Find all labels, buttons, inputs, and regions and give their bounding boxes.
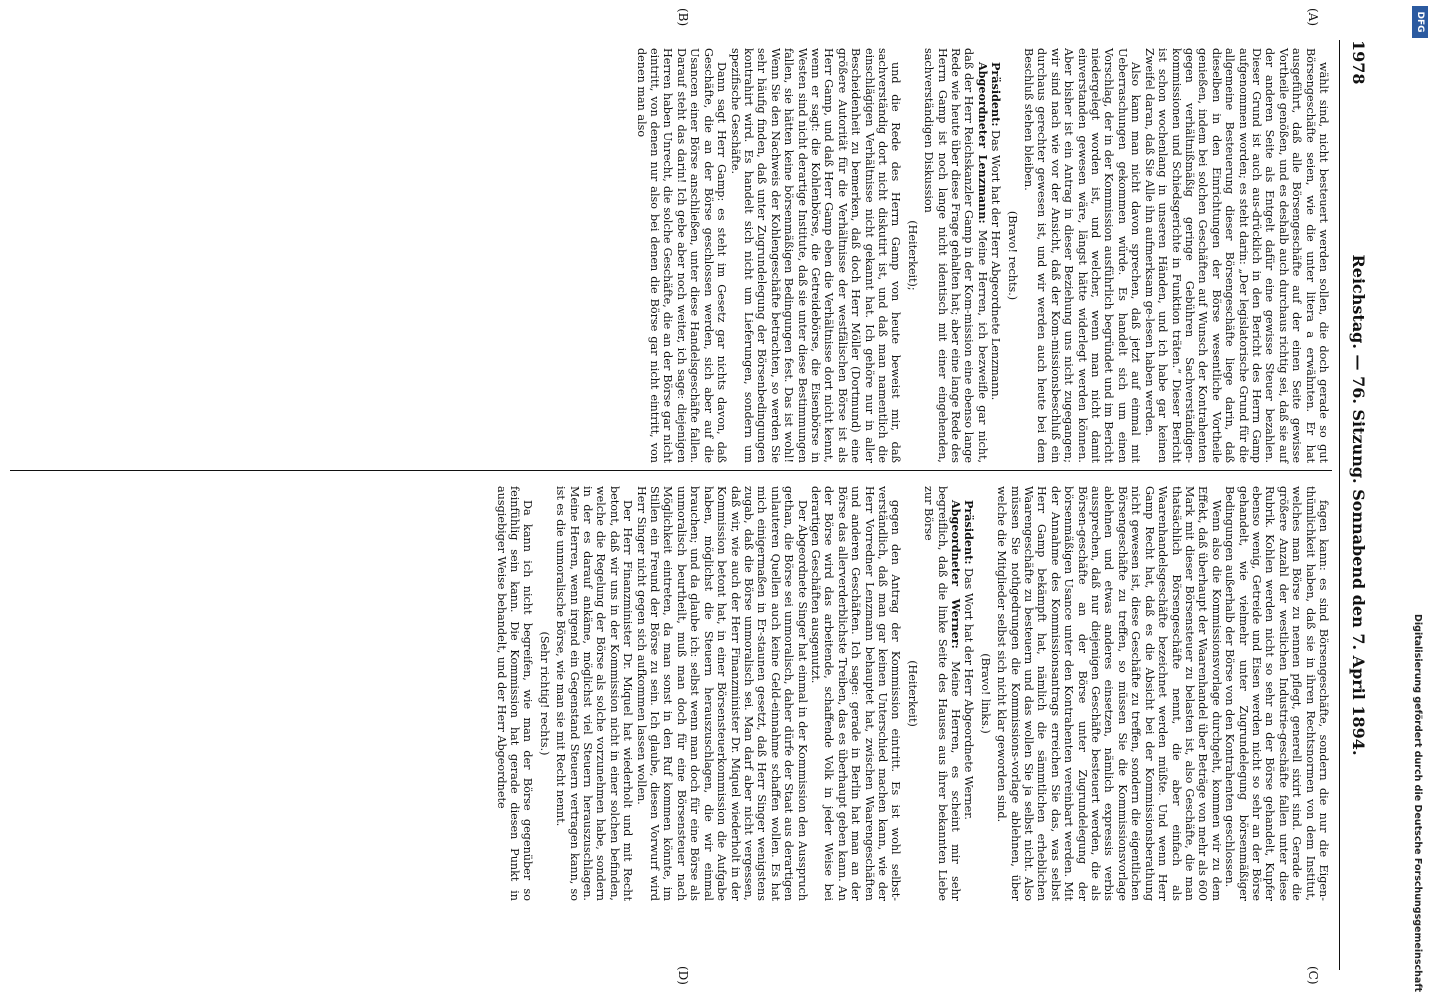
margin-marker-a: (A) (1306, 8, 1320, 27)
header-rule (1339, 40, 1340, 970)
margin-marker-b: (B) (676, 8, 690, 27)
interjection: (Bravo! rechts.) (1005, 210, 1019, 301)
speaker-label: Präsident: (962, 500, 977, 565)
paragraph: gegen den Antrag der Kommission eintritt. Es ist wohl selbst-verständlich, daß man gar keinen Unterschied machen kann, wie der Herr Vorredner Lenzmann behauptet hat, zwischen Waarengeschäften und anderen Geschäften. Ich sage: gerade in Berlin hat man an der Börse das allerverderblichste Treiben, das es überhaupt geben kann. An der Börse wird das arbeitende, schaffende Volk in jeder Weise bei derartigen Geschäften ausgenutzt. (808, 486, 903, 901)
margin-marker-d: (D) (676, 966, 690, 985)
speaker-line (922, 486, 962, 901)
paragraph: Da kann ich nicht begreifen, wie man der Börse gegenüber so feinfühlig sein kann. Die Kommission hat gerade diesen Punkt in ausgiebiger Weise behandelt, und der Herr Abgeordnete (494, 486, 535, 901)
page-title: Reichstag. — 76. Sitzung. Sonnabend den 7. April 1894. (1349, 254, 1368, 756)
paragraph: und die Rede des Herrn Gamp von heute beweist mir, daß sachverständig dort nicht diskutirt ist, und daß man namentlich die einschlägigen Verhältnisse nicht gekannt hat. Ich gehöre nur in aller Bescheidenheit zu bemerken, daß doch Herr Möller (Dortmund) eine größere Autorität für die Verhältnisse der westfälischen Börse ist als Herr Gamp, und daß Herr Gamp eben die Verhältnisse dort nicht kennt, wenn er sagt: die Kohlenbörse, die Getreidebörse, die Eisenbörse in Westen sind nicht derartige Institute, daß sie unter diese Bestimmungen fallen, sie hätten keine börsenmäßigen Bedingungen fest. Das ist wohl! Wenn Sie den Nachweis der Kohlengeschäfte betrachten, so werden Sie sehr häufig finden, daß unter Zugrundelegung der Börsenbedingungen kontrahirt wird. Es handelt sich nicht um Lieferungen, sondern um spezifische Geschäfte. (728, 48, 903, 463)
paragraph: Meine Herren, es scheint mir sehr begreiflich, daß die linke Seite des Hauses aus ihrer bekannten Liebe zur Börse (922, 486, 963, 901)
digitization-credit (1404, 0, 1432, 1000)
right-column (494, 486, 1330, 901)
interjection: (Heiterkeit) (905, 660, 919, 727)
paragraph: fagen kann: es sind Börsengeschäfte, sondern die nur die Eigen-thümlichkeit haben, daß sie in ihren Rechtsnormen von dem Institut, welches man Börse zu nennen pflegt, generell sixirt sind. Gerade die größere Anzahl der westlichen Industrie-geschäfte fallen unter diese Rubrik. Kohlen werden nicht so sehr an der Börse gehandelt, Kupfer ebenso wenig, Getreide und Eisen werden nicht so sehr an der Börse gehandelt, wie vielmehr unter Zugrundelegung börsenmäßiger Bedingungen außerhalb der Börse von den Kontrahenten geschlossen. (1223, 486, 1330, 901)
interjection: (Heiterkeit); (905, 220, 919, 291)
president-text: Das Wort hat der Herr Abgeordnete Werner. (962, 568, 976, 820)
margin-marker-c: (C) (1306, 966, 1320, 985)
paragraph: Meine Herren, ich bezweifle gar nicht, daß der Herr Reichskanzler Gamp in der Kom-mission eine ebenso lange Rede wie heute über diese Frage gehalten hat; aber eine lange Rede des Herrn Gamp ist noch lange nicht identisch mit einer eingehenden, sachverständigen Diskussion (922, 48, 989, 463)
page-number: 1978 (1349, 40, 1368, 85)
logo-text: DFG (1415, 11, 1425, 33)
paragraph: Also kann man nicht davon sprechen, daß jetzt auf einmal mit Ueberraschungen gekommen würde. Es handelt sich um einen Vorschlag, der in der Kommission ausführlich begründet und im Bericht niedergelegt worden ist, und welcher, wenn man nicht damit einverstanden gewesen wäre, längst hätte widerlegt werden können. Aber bisher ist ein Antrag in dieser Beziehung uns nicht zugegangen; wir sind nach wie vor der Ansicht, daß der Kom-missionsbeschluß ein durchaus gerechter gewesen ist, und wir werden auch heute bei dem Beschluß stehen bleiben. (1022, 48, 1143, 463)
paragraph: Dann sagt Herr Gamp: es steht im Gesetz gar nichts davon, daß Geschäfte, die an der Börse geschlossen werden, sich aber auf die Usancen einer Börse anschließen, unter diese Handelsgeschäfte fallen. Darauf steht das darin! Ich gebe aber noch weiter, ich sage: diejenigen Herren haben Unrecht, die solche Geschäfte, die an der Börse gar nicht eintritt, von denen nur also bei denen die Börse gar nicht eintritt, von denen man also (634, 48, 729, 463)
interjection: (Bravo! links.) (978, 653, 992, 734)
dfg-logo (1412, 6, 1428, 38)
paragraph: Der Herr Finanzminister Dr. Miquel hat wiederholt und mit Recht betont, daß wir uns in der Kommission nicht in einer solchen befinden, welche die Regelung der Börse als solche vorzunehmen habe, sondern in der es darauf ankäme, möglichst viel Steuern herauszuschlagen. Meine Herren, wenn irgend ein Gegenstand Steuern vertragen kann, so ist es die unmoralische Börse, wie man sie mit Recht nennt. (554, 486, 635, 901)
interjection: (Sehr richtig! rechts.) (537, 631, 551, 756)
president-line (962, 486, 975, 901)
credit-text: Digitalisierung gefördert durch die Deutsche Forschungsgemeinschaft (1412, 614, 1424, 992)
speaker-line (922, 48, 989, 463)
president-text: Das Wort hat der Herr Abgeordnete Lenzmann. (989, 130, 1003, 401)
page-header (1342, 40, 1368, 970)
column-divider (10, 470, 1332, 471)
left-column (634, 48, 1330, 463)
speaker-label: Abgeordneter Werner: (949, 500, 964, 649)
paragraph: Der Abgeordnete Singer hat einmal in der Kommission den Ausspruch gethan, die Börse sei unmoralisch, daher dürfe der Staat aus derartigen unlauteren Quellen auch keine Geld-einnahme schaffen wollen. Es hat mich einigermaßen in Er-staunen gesetzt, daß Herr Singer wenigstens zugab, daß die Börse unmoralisch sei. Man darf aber nicht vergessen, daß wir, wie auch der Herr Finanzminister Dr. Miquel wiederholt in der Kommission betont hat, in einer Börsensteuerkommission die Aufgabe haben, möglichst die Steuern herauszuschlagen, die wir einmal brauchen; und da glaube ich: selbst wenn man doch für eine Börse als unmoralisch beurtheilt, muß man doch für eine Börsensteuer nach Möglichkeit eintreten, da man sonst in den Ruf kommen könnte, im Stillen ein Freund der Börse zu sein. Ich glaube, diesen Vorwurf wird Herr Singer nicht gegen sich aufkommen lassen wollen. (634, 486, 809, 901)
president-line (989, 48, 1002, 463)
speaker-label: Präsident: (989, 62, 1004, 127)
paragraph: Wenn also die Kommissionsvorlage durchgeht, kommen wir zu dem Effekt, daß überhaupt der Waarenhandel über Beträge von mehr als 600 Mark mit dieser Börsensteuer zu belasten ist, also Geschäfte, die man thatsächlich Börsengeschäfte nennt, die aber einfach als Waarenhandelsgeschäfte bezeichnet werden müßte. Und wenn Herr Gamp Recht hat, daß es die Absicht bei der Kommissionsberathung nicht gewesen ist, diese Geschäfte zu treffen, sondern die eigentlichen Börsengeschäfte zu treffen, so müssen Sie die Kommissionsvorlage ablehnen und etwas anderes einsetzen, nämlich expressis verbis aussprechen, daß nur diejenigen Geschäfte besteuert werden, die als Börsen-geschäfte an der Börse unter Zugrundelegung der börsenmäßigen Usance unter den Kontrahenten vereinbart werden. Mit der Annahme des Kommissionsantrags erreichen Sie das, was selbst Herr Gamp bekämpft hat, nämlich die sämmtlichen erheblichen Waarengeschäfte zu besteuern und das wollen Sie ja selbst nicht. Also müssen Sie nothgedrungen die Kommissions-vorlage ablehnen, über welche die Mitglieder selbst sich nicht klar geworden sind. (995, 486, 1223, 901)
speaker-label: Abgeordneter Lenzmann: (975, 62, 990, 224)
paragraph: wählt sind, nicht besteuert werden sollen, die doch gerade so gut Börsengeschäfte seien, wie die unter litera a erwähnten. Er hat ausgeführt, daß alle Börsengeschäfte auf der einen Seite gewisse Vortheile genößen, und es deshalb auch durchaus richtig sei, daß sie auf der anderen Seite als Entgelt dafür eine gewisse Steuer bezahlen. Dieser Grund ist auch aus-drücklich in den Bericht des Herrn Gamp aufgenommen worden; es steht darin: „Der legislatorische Grund für die allgemeine Besteuerung dieser Börsengeschäfte liege darin, daß dieselben in den Einrichtungen der Börse wesentliche Vortheile genießen, indem bei solchen Geschäften auf Wunsch der Kontrahenten gegen verhältnißmäßig geringe Gebühren Sachverständigen-kommissionen und Schiedsgerichte in Funktion träten.“ Dieser Bericht ist schon wochenlang in unseren Händen, und ich habe gar keinen Zweifel daran, daß Sie Alle ihn aufmerksam ge-lesen haben werden. (1142, 48, 1330, 463)
